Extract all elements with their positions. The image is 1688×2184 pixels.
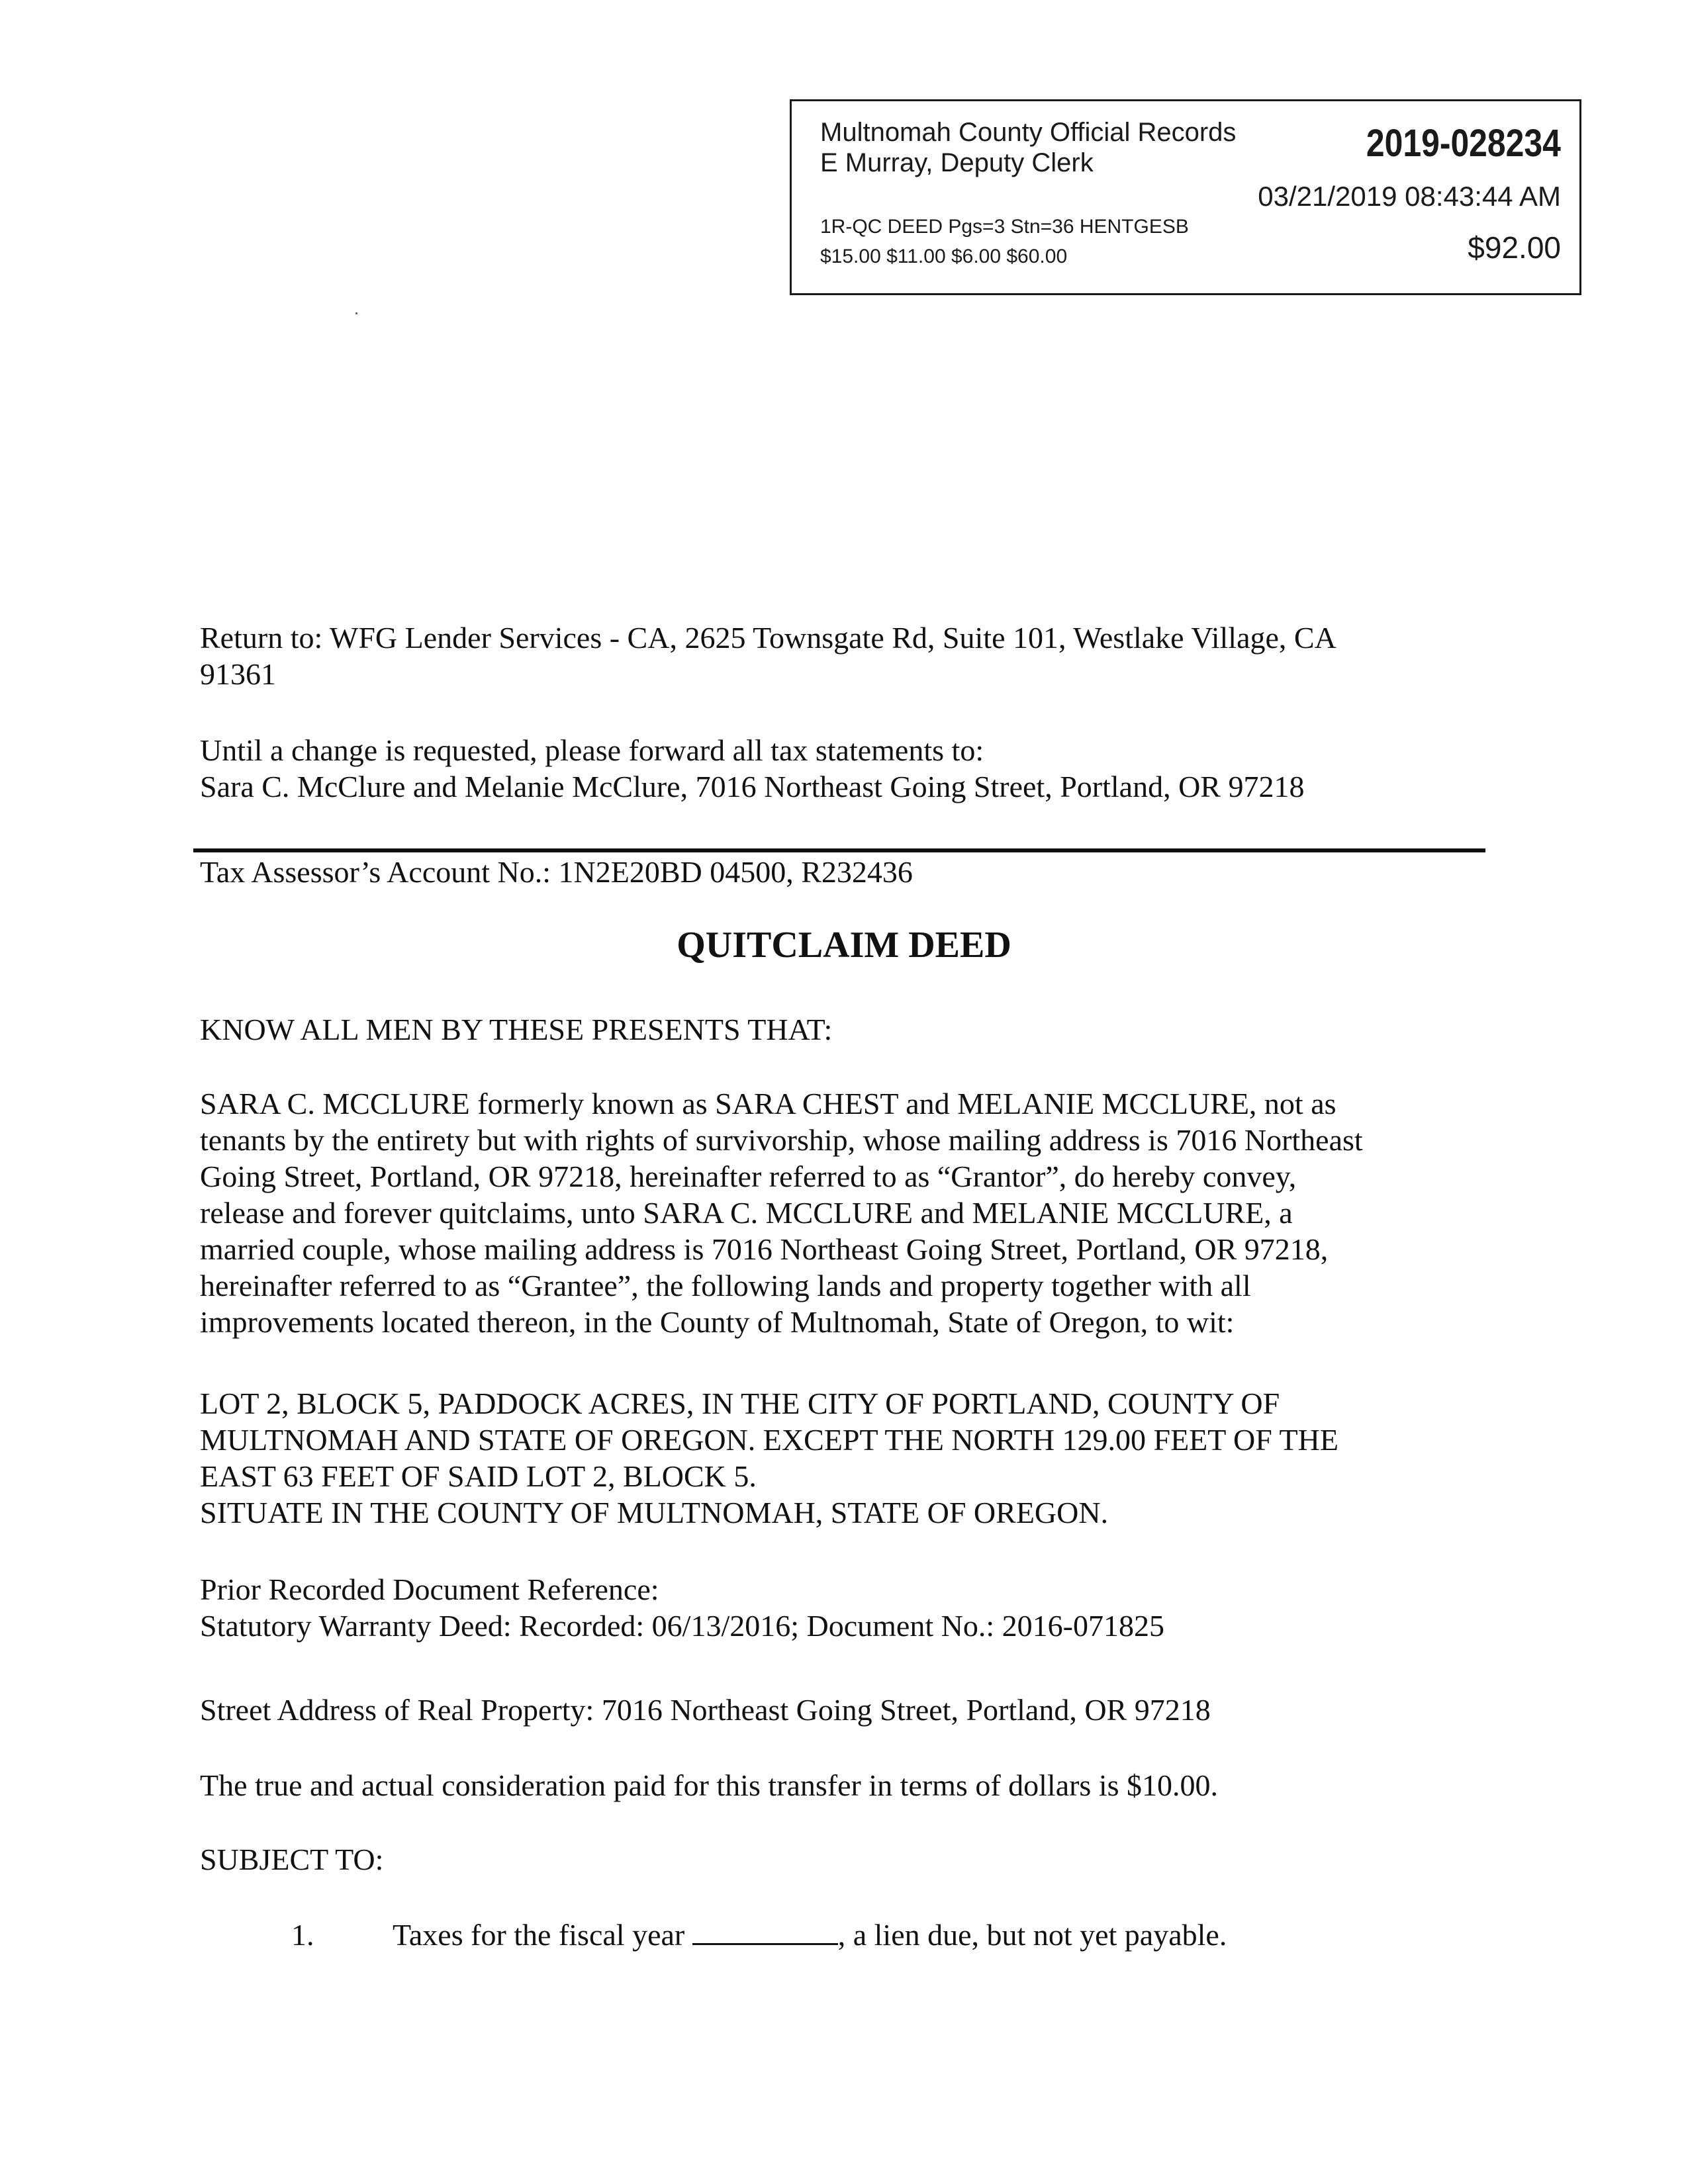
grant-paragraph <box>200 1085 1363 1340</box>
tax-statements-line-2: Sara C. McClure and Melanie McClure, 7016 Northeast Going Street, Portland, OR 97218 <box>200 770 1305 803</box>
prior-document-reference <box>200 1571 1164 1644</box>
stamp-clerk: E Murray, Deputy Clerk <box>820 148 1094 177</box>
grant-line: married couple, whose mailing address is 7016 Northeast Going Street, Portland, OR 97218, <box>200 1232 1329 1266</box>
prior-reference-heading: Prior Recorded Document Reference: <box>200 1572 659 1606</box>
know-all-men-heading: KNOW ALL MEN BY THESE PRESENTS THAT: <box>200 1013 833 1046</box>
consideration-statement: The true and actual consideration paid for this transfer in terms of dollars is $10.00. <box>200 1768 1219 1802</box>
street-address: Street Address of Real Property: 7016 Northeast Going Street, Portland, OR 97218 <box>200 1693 1211 1727</box>
grant-line: improvements located thereon, in the County of Multnomah, State of Oregon, to wit: <box>200 1305 1235 1339</box>
return-to-block <box>200 619 1336 692</box>
stamp-fees: $15.00 $11.00 $6.00 $60.00 <box>820 246 1068 267</box>
grant-line: SARA C. MCCLURE formerly known as SARA CHEST and MELANIE MCCLURE, not as <box>200 1087 1336 1120</box>
grant-line: Going Street, Portland, OR 97218, hereinafter referred to as “Grantor”, do hereby convey, <box>200 1160 1297 1193</box>
stamp-codes: 1R-QC DEED Pgs=3 Stn=36 HENTGESB <box>820 216 1189 238</box>
subject-to-heading: SUBJECT TO: <box>200 1843 384 1876</box>
stamp-document-number: 2019-028234 <box>1366 122 1561 165</box>
list-item-text-after: , a lien due, but not yet payable. <box>837 1918 1227 1952</box>
legal-line: MULTNOMAH AND STATE OF OREGON. EXCEPT THE NORTH 129.00 FEET OF THE <box>200 1423 1338 1457</box>
grant-line: release and forever quitclaims, unto SARA C. MCCLURE and MELANIE MCCLURE, a <box>200 1196 1293 1230</box>
document-title: QUITCLAIM DEED <box>677 925 1011 966</box>
return-to-line-2: 91361 <box>200 657 276 691</box>
stamp-datetime: 03/21/2019 08:43:44 AM <box>1258 181 1561 212</box>
legal-line: LOT 2, BLOCK 5, PADDOCK ACRES, IN THE CITY OF PORTLAND, COUNTY OF <box>200 1387 1280 1420</box>
legal-line: SITUATE IN THE COUNTY OF MULTNOMAH, STATE OF OREGON. <box>200 1496 1109 1529</box>
divider-rule <box>193 848 1485 852</box>
grant-line: tenants by the entirety but with rights of survivorship, whose mailing address is 7016 Northeast <box>200 1123 1363 1157</box>
grant-line: hereinafter referred to as “Grantee”, the following lands and property together with all <box>200 1269 1251 1302</box>
tax-statements-block <box>200 732 1305 805</box>
list-item-number: 1. <box>291 1918 314 1952</box>
stamp-total: $92.00 <box>1468 230 1561 265</box>
tax-account-number: Tax Assessor’s Account No.: 1N2E20BD 04500, R232436 <box>200 855 913 889</box>
list-item-text-before: Taxes for the fiscal year <box>393 1918 692 1952</box>
fiscal-year-blank <box>692 1917 838 1945</box>
legal-line: EAST 63 FEET OF SAID LOT 2, BLOCK 5. <box>200 1459 757 1493</box>
prior-reference-detail: Statutory Warranty Deed: Recorded: 06/13/2016; Document No.: 2016-071825 <box>200 1609 1164 1643</box>
tax-statements-line-1: Until a change is requested, please forward all tax statements to: <box>200 733 984 767</box>
list-item-text <box>393 1917 1227 1953</box>
stamp-office: Multnomah County Official Records <box>820 118 1237 147</box>
legal-description <box>200 1385 1338 1531</box>
scan-speck <box>355 312 357 314</box>
recording-stamp <box>790 99 1581 295</box>
return-to-line-1: Return to: WFG Lender Services - CA, 2625 Townsgate Rd, Suite 101, Westlake Village, CA <box>200 621 1336 655</box>
